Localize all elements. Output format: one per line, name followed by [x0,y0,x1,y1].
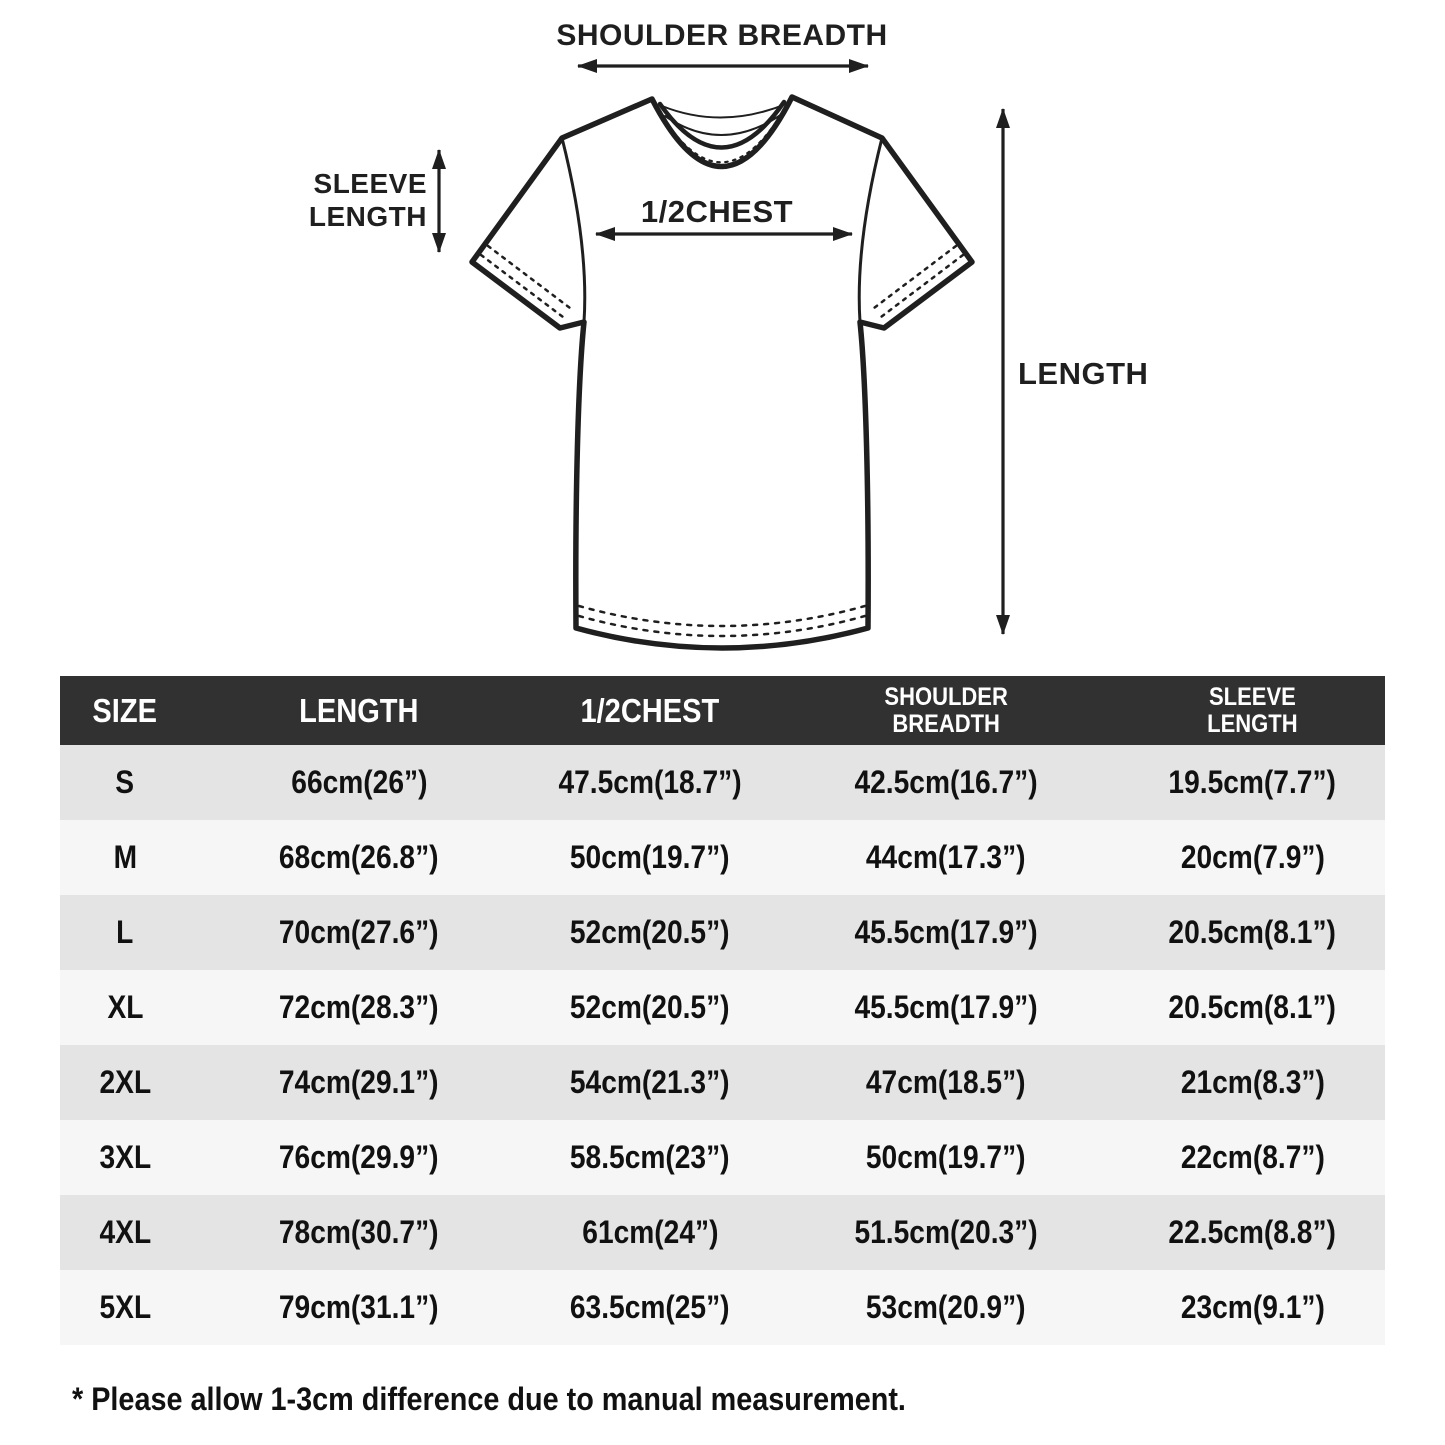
cell-shoulder-breadth: 51.5cm(20.3”) [854,1214,1038,1250]
cell-length: 76cm(29.9”) [279,1139,439,1175]
cell-length: 79cm(31.1”) [279,1289,439,1325]
cell-half-chest: 52cm(20.5”) [570,914,730,950]
tshirt-measurement-svg [0,0,1445,676]
cell-length: 78cm(30.7”) [279,1214,439,1250]
table-row-l [60,895,1385,970]
measurement-footnote [72,1381,1445,1418]
column-header-shoulder-breadth: SHOULDER BREADTH [884,682,1008,738]
column-header-half-chest: 1/2CHEST [580,691,720,729]
cell-shoulder-breadth: 45.5cm(17.9”) [854,914,1038,950]
cell-size: XL [107,989,143,1025]
cell-length: 70cm(27.6”) [279,914,439,950]
cell-shoulder-breadth: 53cm(20.9”) [866,1289,1026,1325]
table-row-xl [60,970,1385,1045]
table-row-s [60,745,1385,820]
cell-half-chest: 54cm(21.3”) [570,1064,730,1100]
sleeve-length-label-line2: LENGTH [308,201,427,232]
measurement-footnote-text: * Please allow 1-3cm difference due to manual measurement. [72,1381,906,1417]
cell-half-chest: 50cm(19.7”) [570,839,730,875]
cell-shoulder-breadth: 47cm(18.5”) [866,1064,1026,1100]
cell-size: 2XL [99,1064,151,1100]
cell-half-chest: 52cm(20.5”) [570,989,730,1025]
cell-shoulder-breadth: 42.5cm(16.7”) [854,764,1038,800]
cell-size: 5XL [99,1289,151,1325]
table-row-3xl [60,1120,1385,1195]
column-header-size: SIZE [92,691,158,729]
cell-half-chest: 61cm(24”) [581,1214,719,1250]
measurement-diagram [0,0,1445,676]
length-label: LENGTH [1018,356,1149,391]
cell-size: S [115,764,135,800]
table-row-2xl [60,1045,1385,1120]
cell-shoulder-breadth: 44cm(17.3”) [866,839,1026,875]
cell-sleeve-length: 20cm(7.9”) [1180,839,1325,875]
column-header-sleeve-length: SLEEVE LENGTH [1207,682,1298,738]
table-row-m [60,820,1385,895]
cell-sleeve-length: 19.5cm(7.7”) [1168,764,1337,800]
collar-back-line-upper [662,104,786,118]
cell-size: M [113,839,137,875]
cell-sleeve-length: 22.5cm(8.8”) [1168,1214,1337,1250]
cell-shoulder-breadth: 45.5cm(17.9”) [854,989,1038,1025]
size-table-header-row [60,676,1385,745]
tshirt-outline [472,97,972,648]
cell-size: 4XL [99,1214,151,1250]
cell-size: 3XL [99,1139,151,1175]
sleeve-length-label-line1: SLEEVE [313,168,427,199]
cell-sleeve-length: 22cm(8.7”) [1180,1139,1325,1175]
tshirt-illustration [472,97,972,648]
half-chest-label: 1/2CHEST [640,194,794,229]
size-table [60,676,1385,1345]
cell-length: 74cm(29.1”) [279,1064,439,1100]
shoulder-breadth-label: SHOULDER BREADTH [556,19,888,52]
cell-length: 66cm(26”) [290,764,428,800]
cell-half-chest: 47.5cm(18.7”) [558,764,742,800]
cell-size: L [116,914,134,950]
cell-shoulder-breadth: 50cm(19.7”) [866,1139,1026,1175]
table-row-5xl [60,1270,1385,1345]
cell-length: 68cm(26.8”) [279,839,439,875]
table-row-4xl [60,1195,1385,1270]
cell-sleeve-length: 20.5cm(8.1”) [1168,989,1337,1025]
cell-sleeve-length: 21cm(8.3”) [1180,1064,1325,1100]
cell-sleeve-length: 23cm(9.1”) [1180,1289,1325,1325]
column-header-length: LENGTH [299,691,419,729]
cell-length: 72cm(28.3”) [279,989,439,1025]
cell-half-chest: 58.5cm(23”) [570,1139,730,1175]
cell-sleeve-length: 20.5cm(8.1”) [1168,914,1337,950]
cell-half-chest: 63.5cm(25”) [570,1289,730,1325]
